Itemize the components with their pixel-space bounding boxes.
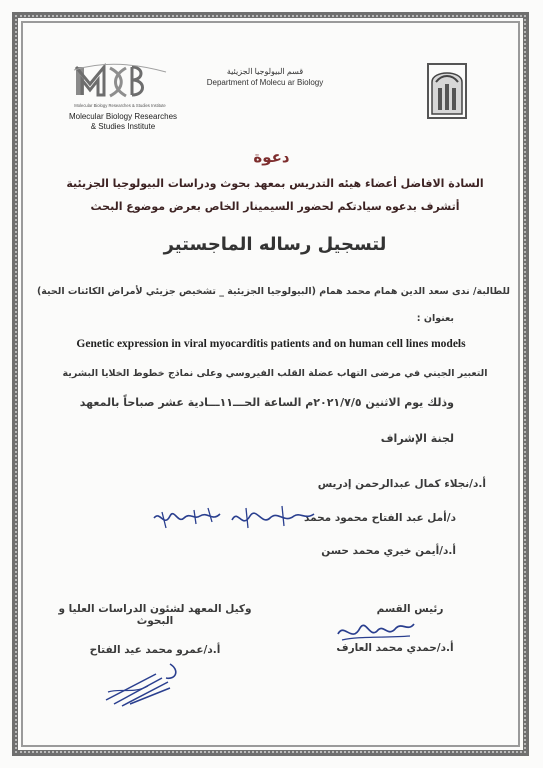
institute-name: [58, 112, 188, 132]
title-label: بعنوان :: [416, 313, 454, 324]
department-header: [200, 66, 330, 88]
institute-name-line2: & Studies Institute: [90, 122, 156, 131]
committee-label: لجنة الإشراف: [380, 432, 454, 445]
date-line: وذلك يوم الاثنين ٢٠٢١/٧/٥م الساعة الحـــ١١ـــادية عشر صباحاً بالمعهد: [79, 396, 454, 409]
student-line: للطالبة/ ندى سعد الدين همام محمد همام (البيولوجيا الجزيئية _ تشخيص جزيئي لأمراض الكائنات الحية): [36, 286, 510, 297]
addressee-line: السادة الافاضل أعضاء هيئه التدريس بمعهد بحوث ودراسات البيولوجيا الجزيئية: [66, 177, 484, 190]
head-of-department-name: أ.د/حمدي محمد العارف: [336, 642, 454, 654]
committee-member: أ.د/نجلاء كمال عبدالرحمن إدريس: [317, 478, 486, 490]
committee-member: أ.د/أيمن خيري محمد حسن: [321, 545, 456, 557]
vice-dean-name: أ.د/عمرو محمد عيد الفتاح: [89, 644, 221, 656]
english-title: Genetic expression in viral myocarditis patients and on human cell lines models: [76, 338, 466, 350]
arabic-title: التعبير الجيني في مرضى التهاب عضلة القلب الفيروسي وعلى نماذج خطوط الخلايا البشرية: [62, 368, 488, 379]
institute-name-line1: Molecular Biology Researches: [68, 112, 178, 121]
head-of-department-role: رئيس القسم: [376, 603, 444, 615]
signature-4-icon: [100, 660, 192, 710]
svg-text:Molecular Biology Researches &: Molecular Biology Researches & Studies Institute: [74, 103, 166, 108]
invitation-heading: دعوة: [253, 148, 290, 166]
department-english: Department of Molecu ar Biology: [206, 78, 324, 87]
signature-2-icon: [226, 498, 318, 540]
university-logo-icon: [426, 62, 468, 120]
invitation-line: أتشرف بدعوه سيادتكم لحضور السيمينار الخاص بعرض موضوع البحث: [90, 200, 460, 213]
vice-dean-role: وكيل المعهد لشئون الدراسات العليا و البحوث: [58, 603, 252, 627]
signature-1-icon: [150, 498, 230, 540]
committee-member: د/أمل عبد الفتاح محمود محمد: [304, 512, 456, 524]
department-arabic: قسم البيولوجيا الجزيئية: [226, 67, 304, 76]
thesis-heading: لتسجيل رساله الماجستير: [163, 234, 387, 255]
